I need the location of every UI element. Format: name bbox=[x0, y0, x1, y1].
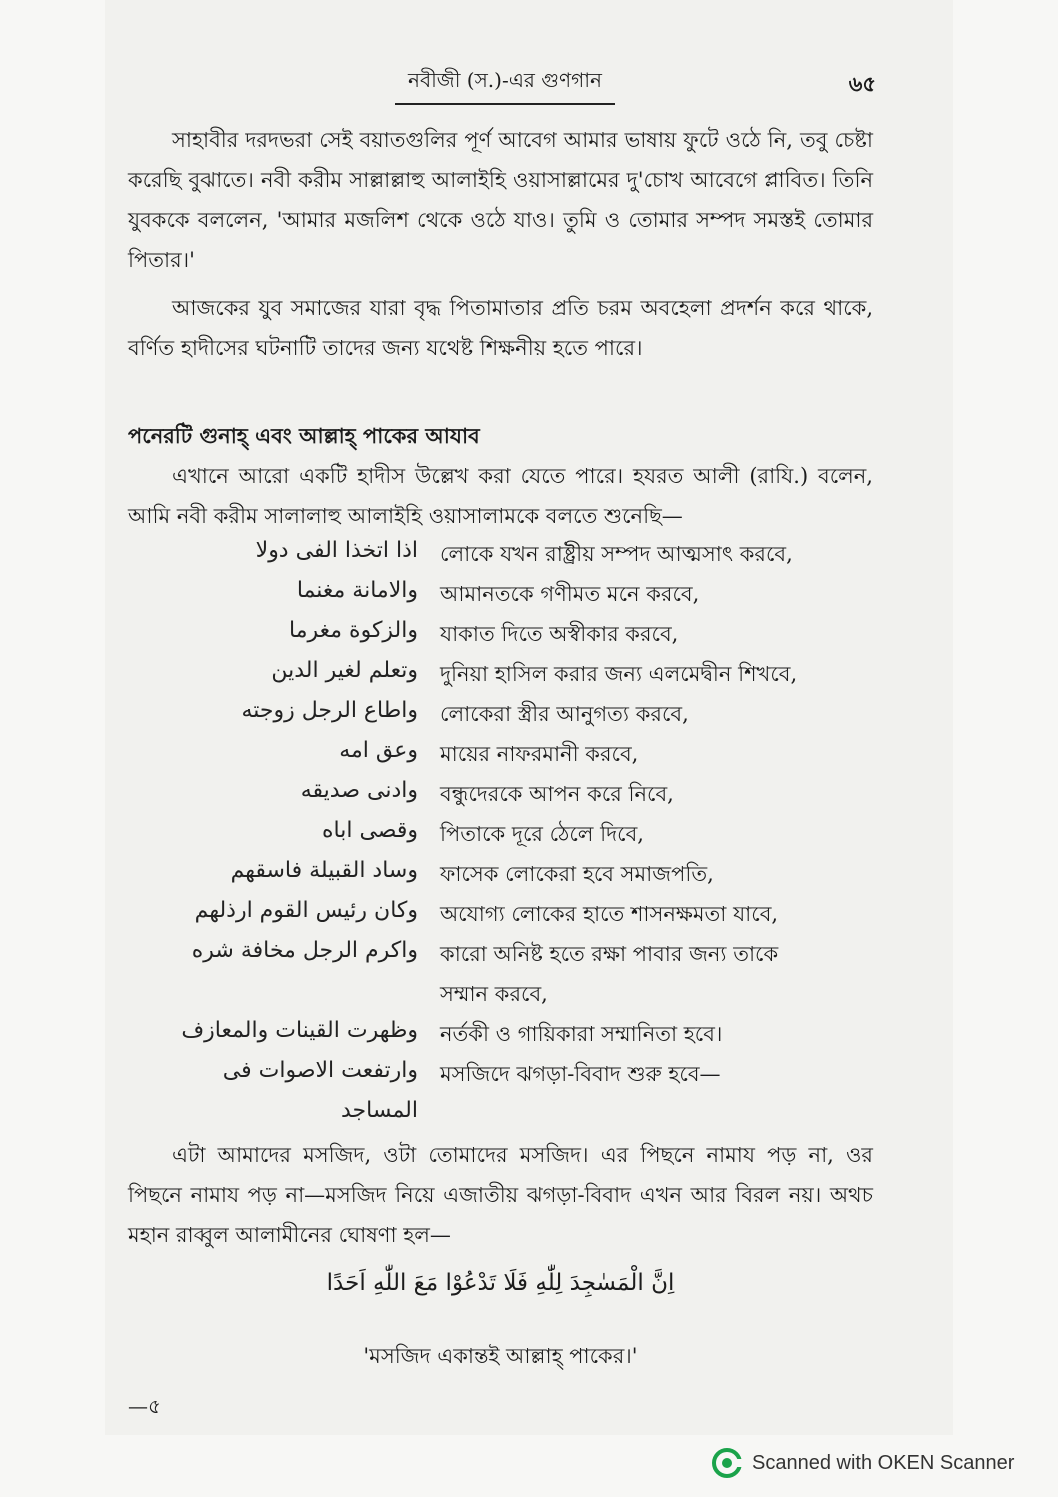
hadith-arabic: وكان رئيس القوم ارذلهم bbox=[194, 898, 418, 923]
hadith-row bbox=[128, 1096, 873, 1136]
hadith-arabic: وقصى اباه bbox=[321, 818, 418, 843]
hadith-bengali: সম্মান করবে, bbox=[440, 982, 548, 1006]
running-header: নবীজী (স.)-এর গুণগান bbox=[395, 66, 615, 105]
hadith-bengali: আমানতকে গণীমত মনে করবে, bbox=[440, 582, 700, 606]
hadith-bengali: মায়ের নাফরমানী করবে, bbox=[440, 742, 639, 766]
hadith-bengali: লোকে যখন রাষ্ট্রীয় সম্পদ আত্মসাৎ করবে, bbox=[440, 542, 793, 566]
hadith-arabic: واكرم الرجل مخافة شره bbox=[191, 938, 418, 963]
hadith-bengali: ফাসেক লোকেরা হবে সমাজপতি, bbox=[440, 862, 714, 886]
hadith-arabic: وادنى صديقه bbox=[300, 778, 418, 803]
hadith-row bbox=[128, 816, 873, 856]
hadith-arabic: والزكوة مغرما bbox=[289, 618, 418, 643]
scanner-logo-icon bbox=[712, 1448, 742, 1478]
hadith-row bbox=[128, 1016, 873, 1056]
hadith-row bbox=[128, 1056, 873, 1096]
paragraph-4: এটা আমাদের মসজিদ, ওটা তোমাদের মসজিদ। এর পিছনে নামায পড় না, ওর পিছনে নামায পড় না—মসজিদ নিয়ে এজাতীয় ঝগড়া-বিবাদ এখন আর বিরল নয়। অথচ মহান রাব্বুল আলামীনের ঘোষণা হল— bbox=[128, 1143, 873, 1247]
hadith-row bbox=[128, 896, 873, 936]
hadith-arabic: والامانة مغنما bbox=[296, 578, 418, 603]
hadith-row bbox=[128, 696, 873, 736]
hadith-bengali: কারো অনিষ্ট হতে রক্ষা পাবার জন্য তাকে bbox=[440, 942, 779, 966]
scanner-watermark bbox=[712, 1447, 1014, 1479]
hadith-row bbox=[128, 736, 873, 776]
hadith-arabic: اذا اتخذا الفى دولا bbox=[255, 538, 418, 563]
hadith-bengali: দুনিয়া হাসিল করার জন্য এলমেদ্বীন শিখবে, bbox=[440, 662, 798, 686]
hadith-arabic: وارتفعت الاصوات فى bbox=[222, 1058, 418, 1083]
hadith-row bbox=[128, 776, 873, 816]
page-number: ৬৫ bbox=[848, 71, 876, 96]
paragraph-2: আজকের যুব সমাজের যারা বৃদ্ধ পিতামাতার প্রতি চরম অবহেলা প্রদর্শন করে থাকে, বর্ণিত হাদীসের ঘটনাটি তাদের জন্য যথেষ্ট শিক্ষনীয় হতে পারে। bbox=[128, 296, 873, 360]
verse-translation: 'মসজিদ একান্তই আল্লাহ্ পাকের।' bbox=[363, 1344, 638, 1368]
signature-mark: —৫ bbox=[128, 1394, 161, 1418]
hadith-bengali: অযোগ্য লোকের হাতে শাসনক্ষমতা যাবে, bbox=[440, 902, 779, 926]
hadith-row bbox=[128, 576, 873, 616]
hadith-arabic: وعق امه bbox=[339, 738, 418, 763]
hadith-bengali: মসজিদে ঝগড়া-বিবাদ শুরু হবে— bbox=[440, 1062, 721, 1086]
hadith-arabic: المساجد bbox=[340, 1098, 418, 1123]
hadith-row bbox=[128, 616, 873, 656]
hadith-row bbox=[128, 976, 873, 1016]
hadith-arabic: واطاع الرجل زوجته bbox=[241, 698, 418, 723]
hadith-bengali: পিতাকে দূরে ঠেলে দিবে, bbox=[440, 822, 644, 846]
quran-verse: اِنَّ الْمَسٰجِدَ لِلّٰهِ فَلَا تَدْعُوْا مَعَ اللّٰهِ اَحَدًا bbox=[326, 1270, 675, 1296]
hadith-row bbox=[128, 536, 873, 576]
hadith-arabic: وتعلم لغير الدين bbox=[271, 658, 418, 683]
hadith-bengali: যাকাত দিতে অস্বীকার করবে, bbox=[440, 622, 679, 646]
hadith-bengali: বন্ধুদেরকে আপন করে নিবে, bbox=[440, 782, 674, 806]
section-heading: পনেরটি গুনাহ্ এবং আল্লাহ্ পাকের আযাব bbox=[128, 424, 480, 448]
hadith-row bbox=[128, 656, 873, 696]
paragraph-1: সাহাবীর দরদভরা সেই বয়াতগুলির পূর্ণ আবেগ আমার ভাষায় ফুটে ওঠে নি, তবু চেষ্টা করেছি বুঝাতে। নবী করীম সাল্লাল্লাহু আলাইহি ওয়াসাল্লামের দু'চোখ আবেগে প্লাবিত। তিনি যুবককে বললেন, 'আমার মজলিশ থেকে ওঠে যাও। তুমি ও তোমার সম্পদ সমস্তই তোমার পিতার।' bbox=[128, 128, 873, 272]
hadith-arabic: وساد القبيلة فاسقهم bbox=[230, 858, 418, 883]
hadith-bengali: নর্তকী ও গায়িকারা সম্মানিতা হবে। bbox=[440, 1022, 723, 1046]
scanner-text: Scanned with OKEN Scanner bbox=[752, 1451, 1015, 1474]
hadith-bengali: লোকেরা স্ত্রীর আনুগত্য করবে, bbox=[440, 702, 689, 726]
hadith-row bbox=[128, 936, 873, 976]
hadith-row bbox=[128, 856, 873, 896]
paragraph-3: এখানে আরো একটি হাদীস উল্লেখ করা যেতে পারে। হযরত আলী (রাযি.) বলেন, আমি নবী করীম সালালাহু আলাইহি ওয়াসালামকে বলতে শুনেছি— bbox=[128, 464, 873, 528]
hadith-arabic: وظهرت القينات والمعازف bbox=[181, 1018, 418, 1043]
